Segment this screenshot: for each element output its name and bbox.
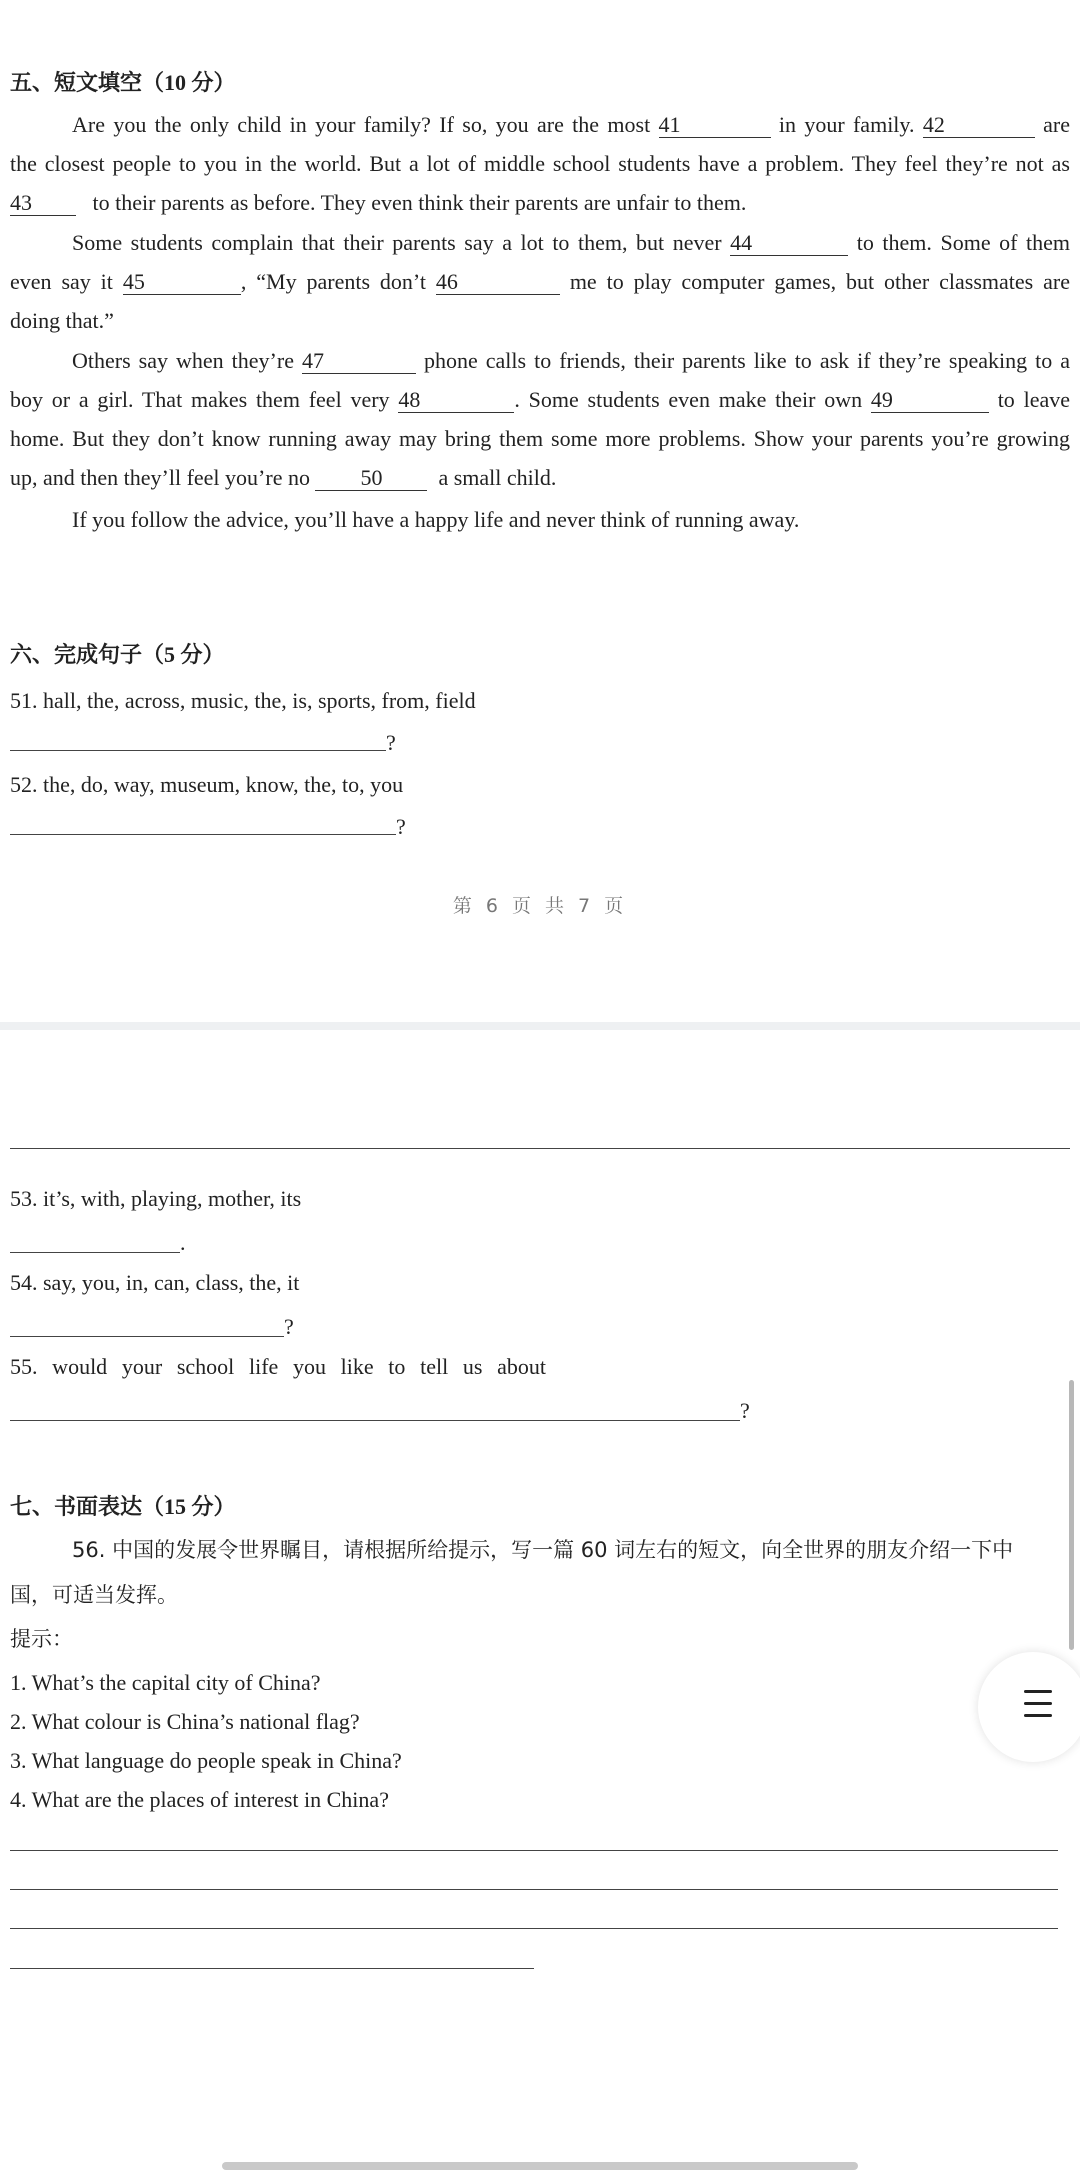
blank-49[interactable]: 49 [871, 388, 989, 413]
passage-text: the closest people to you in the world. But a lot of middle school students have a problem. They feel they’re not as [10, 151, 1070, 176]
passage-text: even say it [10, 269, 113, 294]
question-54 [10, 1268, 1070, 1298]
section-6-title: 六、完成句子 [10, 643, 143, 668]
passage-text: doing that.” [10, 308, 114, 333]
writing-line[interactable] [10, 1968, 534, 1969]
answer-mark [386, 728, 1070, 758]
home-indicator[interactable] [222, 2162, 858, 2170]
answer-mark [284, 1312, 1070, 1342]
prompt-text: 56. 中国的发展令世界瞩目，请根据所给提示，写一篇 60 词左右的短文，向全世界的朋友介绍一下中 [72, 1538, 1014, 1562]
passage-line [72, 110, 1070, 140]
blank-43[interactable]: 43 [10, 191, 76, 216]
answer-line-54[interactable] [10, 1336, 284, 1337]
answer-line-53[interactable] [10, 1252, 180, 1253]
passage-text: up, and then they’ll feel you’re no [10, 465, 310, 490]
prompt-text: 国，可适当发挥。 [10, 1583, 178, 1607]
writing-prompt [72, 1535, 1080, 1565]
hint-item [10, 1746, 1070, 1776]
question-text: 51. hall, the, across, music, the, is, sports, from, field [10, 688, 476, 713]
passage-text: Others say when they’re [72, 348, 294, 373]
passage-line [10, 149, 1070, 179]
question-53 [10, 1184, 1070, 1214]
question-51 [10, 686, 1070, 716]
hint-text: 1. What’s the capital city of China? [10, 1670, 321, 1695]
passage-line [72, 346, 1070, 376]
hint-item [10, 1785, 1070, 1815]
question-52 [10, 770, 1070, 800]
question-text: 53. it’s, with, playing, mother, its [10, 1186, 302, 1211]
passage-text: phone calls to friends, their parents like to ask if they’re speaking to a [424, 348, 1071, 373]
passage-line [10, 424, 1070, 454]
scrollbar-thumb[interactable] [1069, 1380, 1074, 1650]
blank-47[interactable]: 47 [302, 349, 416, 374]
section-6-points: （5 分） [142, 642, 225, 667]
passage-line [10, 463, 1070, 493]
passage-text: Are you the only child in your family? If so, you are the most [72, 112, 651, 137]
passage-text: , “My parents don’t [240, 269, 426, 294]
answer-line-52[interactable] [10, 834, 396, 835]
passage-text: are [1043, 112, 1071, 137]
passage-line [10, 306, 1070, 336]
menu-button[interactable] [978, 1652, 1080, 1762]
section-7-heading [10, 1492, 236, 1523]
question-text: 55. would your school life you like to tell us about [10, 1354, 546, 1379]
hint-text: 2. What colour is China’s national flag? [10, 1709, 360, 1734]
answer-mark [396, 812, 1070, 842]
passage-line [72, 505, 1070, 535]
blank-44[interactable]: 44 [730, 231, 848, 256]
passage-text: a small child. [438, 465, 557, 490]
blank-48[interactable]: 48 [398, 388, 514, 413]
passage-text: Some students complain that their parents say a lot to them, but never [72, 230, 722, 255]
answer-line-55[interactable] [10, 1420, 740, 1421]
hint-item [10, 1668, 1070, 1698]
writing-prompt [10, 1580, 1070, 1610]
answer-mark [740, 1396, 1070, 1426]
question-mark: ? [740, 1398, 750, 1423]
blank-42[interactable]: 42 [923, 113, 1035, 138]
blank-50[interactable]: 50 [315, 466, 427, 491]
blank-45[interactable]: 45 [123, 270, 241, 295]
passage-line [10, 188, 1070, 218]
passage-line [72, 228, 1070, 258]
passage-text: to leave [997, 387, 1070, 412]
question-mark: ? [284, 1314, 294, 1339]
hint-label-text: 提示： [10, 1627, 73, 1651]
passage-text: in your family. [778, 112, 915, 137]
top-rule [10, 1148, 1070, 1149]
section-7-title: 七、书面表达 [10, 1495, 143, 1520]
answer-mark [180, 1228, 1070, 1258]
passage-text: boy or a girl. That makes them feel very [10, 387, 390, 412]
hint-label [10, 1624, 1070, 1654]
passage-text: me to play computer games, but other classmates are [569, 269, 1071, 294]
writing-line[interactable] [10, 1928, 1058, 1929]
question-text: 54. say, you, in, can, class, the, it [10, 1270, 300, 1295]
section-7-points: （15 分） [142, 1494, 236, 1519]
section-6-heading [10, 640, 225, 671]
hamburger-icon [1024, 1690, 1052, 1720]
page-separator [0, 1022, 1080, 1030]
section-5-heading [10, 68, 236, 99]
writing-line[interactable] [10, 1850, 1058, 1851]
blank-46[interactable]: 46 [436, 270, 560, 295]
question-mark: ? [386, 730, 396, 755]
passage-text: to their parents as before. They even think their parents are unfair to them. [92, 190, 747, 215]
period-mark: . [180, 1230, 186, 1255]
question-mark: ? [396, 814, 406, 839]
hint-item [10, 1707, 1070, 1737]
section-5-points: （10 分） [142, 70, 236, 95]
question-55 [10, 1352, 546, 1382]
writing-line[interactable] [10, 1889, 1058, 1890]
hint-text: 4. What are the places of interest in China? [10, 1787, 389, 1812]
answer-line-51[interactable] [10, 750, 386, 751]
question-text: 52. the, do, way, museum, know, the, to, you [10, 772, 404, 797]
passage-text: home. But they don’t know running away may bring them some more problems. Show your parents you’re growing [10, 426, 1070, 451]
passage-line [10, 267, 1070, 297]
section-5-title: 五、短文填空 [10, 71, 143, 96]
passage-line [10, 385, 1070, 415]
page-number-footer: 第 6 页 共 7 页 [452, 895, 628, 917]
hint-text: 3. What language do people speak in China? [10, 1748, 402, 1773]
blank-41[interactable]: 41 [659, 113, 771, 138]
passage-text: . Some students even make their own [514, 387, 863, 412]
passage-text: If you follow the advice, you’ll have a happy life and never think of running away. [72, 507, 800, 532]
passage-text: to them. Some of them [856, 230, 1071, 255]
